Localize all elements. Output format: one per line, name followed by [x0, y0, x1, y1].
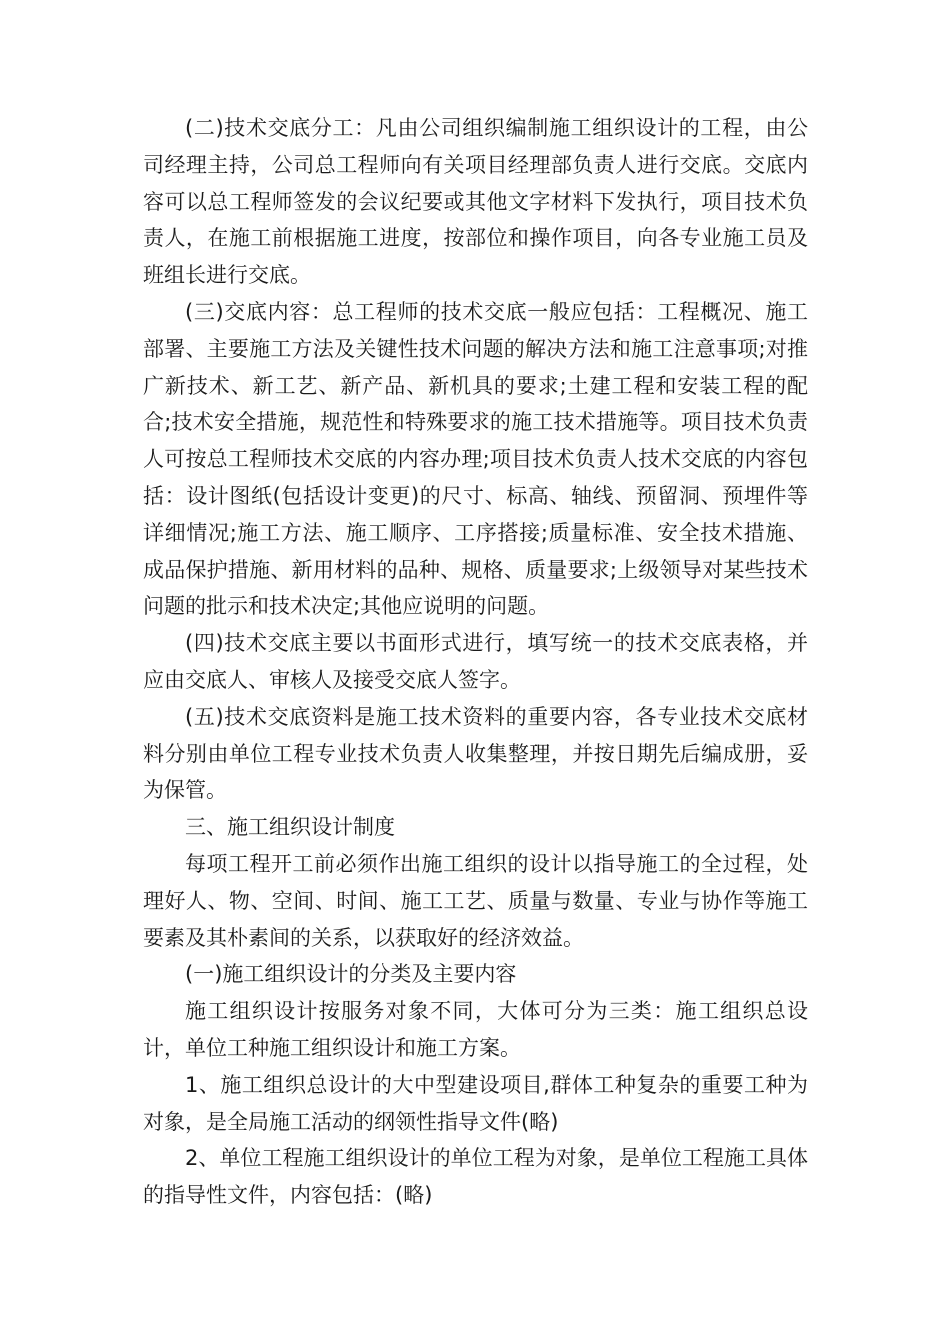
paragraph-briefing-content: (三)交底内容：总工程师的技术交底一般应包括：工程概况、施工部署、主要施工方法及关键性技术问题的解决方法和施工注意事项;对推广新技术、新工艺、新产品、新机具的要求;土建工程和安装工程的配合;技术安全措施，规范性和特殊要求的施工技术措施等。项目技术负责人可按总工程师技术交底的内容办理;项目技术负责人技术交底的内容包括：设计图纸(包括设计变更)的尺寸、标高、轴线、预留洞、预埋件等详细情况;施工方法、施工顺序、工序搭接;质量标准、安全技术措施、成品保护措施、新用材料的品种、规格、质量要求;上级领导对某些技术问题的批示和技术决定;其他应说明的问题。: [143, 299, 808, 619]
list-item-general-design: 1、施工组织总设计的大中型建设项目,群体工种复杂的重要工种为对象，是全局施工活动的纲领性指导文件(略): [143, 1072, 808, 1134]
paragraph-three-types: 施工组织设计按服务对象不同，大体可分为三类：施工组织总设计，单位工种施工组织设计和施工方案。: [143, 999, 808, 1060]
paragraph-briefing-materials: (五)技术交底资料是施工技术资料的重要内容，各专业技术交底材料分别由单位工程专业技术负责人收集整理，并按日期先后编成册，妥为保管。: [143, 704, 808, 803]
subheading-design-classification: (一)施工组织设计的分类及主要内容: [185, 962, 517, 987]
section-heading-construction-design: 三、施工组织设计制度: [185, 815, 395, 840]
paragraph-written-form: (四)技术交底主要以书面形式进行，填写统一的技术交底表格，并应由交底人、审核人及接受交底人签字。: [143, 631, 808, 692]
paragraph-design-purpose: 每项工程开工前必须作出施工组织的设计以指导施工的全过程，处理好人、物、空间、时间、施工工艺、质量与数量、专业与协作等施工要素及其朴素间的关系，以获取好的经济效益。: [143, 851, 808, 950]
paragraph-tech-briefing-division: (二)技术交底分工：凡由公司组织编制施工组织设计的工程，由公司经理主持，公司总工程师向有关项目经理部负责人进行交底。交底内容可以总工程师签发的会议纪要或其他文字材料下发执行，项目技术负责人，在施工前根据施工进度，按部位和操作项目，向各专业施工员及班组长进行交底。: [143, 116, 808, 288]
document-body: [143, 110, 808, 1214]
list-item-unit-design: 2、单位工程施工组织设计的单位工程为对象，是单位工程施工具体的指导性文件，内容包括：(略): [143, 1146, 808, 1208]
